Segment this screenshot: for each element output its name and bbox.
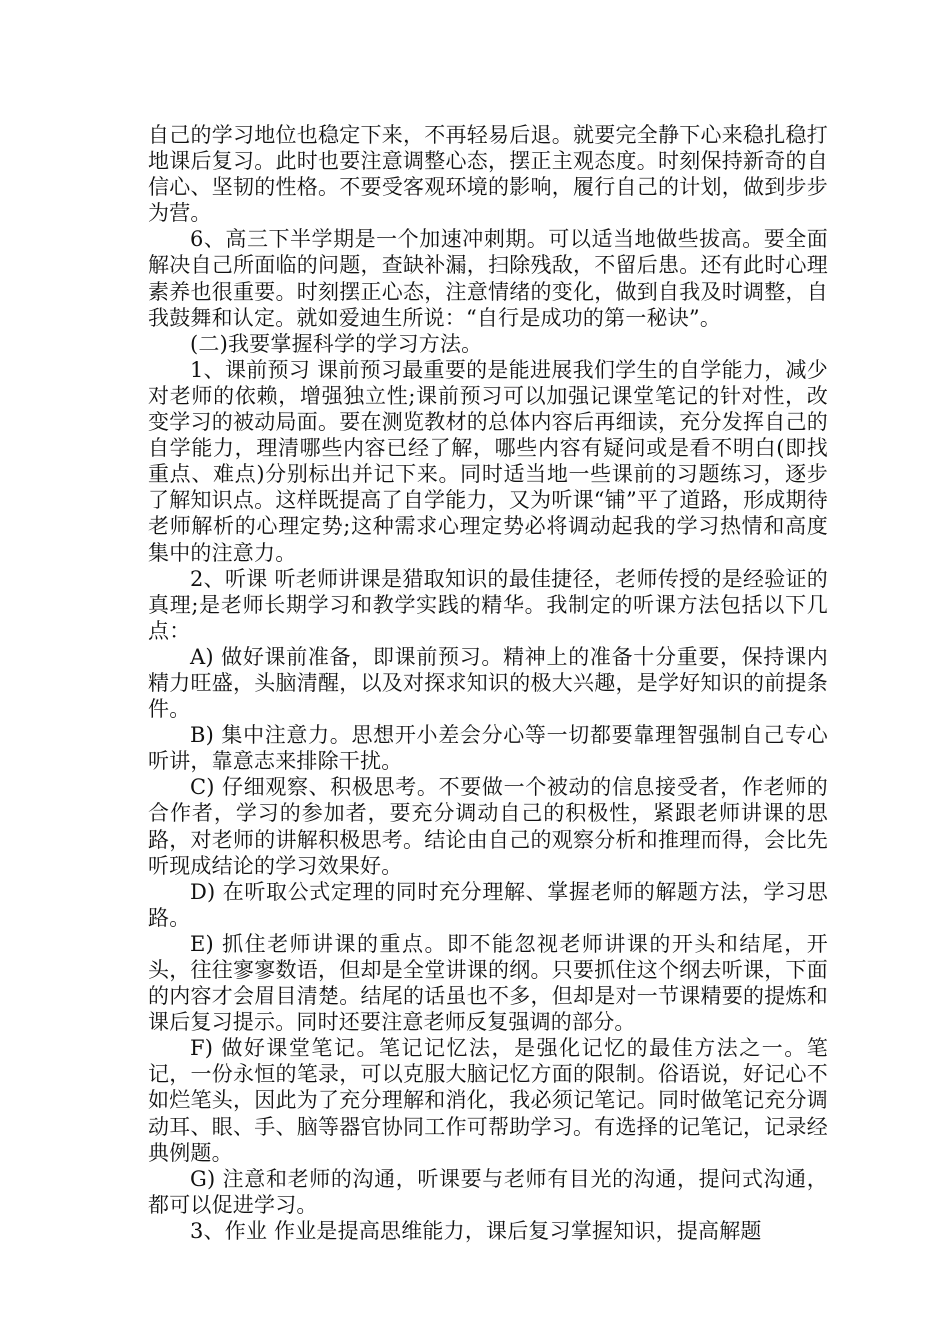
paragraph-e: E) 抓住老师讲课的重点。即不能忽视老师讲课的开头和结尾，开头，往往寥寥数语，但却是全堂讲课的纲。只要抓住这个纲去听课，下面的内容才会眉目清楚。结尾的话虽也不多，但却是对一节课精要的提炼和课后复习提示。同时还要注意老师反复强调的部分。 — [148, 931, 828, 1035]
paragraph-c: C) 仔细观察、积极思考。不要做一个被动的信息接受者，作老师的合作者，学习的参加者，要充分调动自己的积极性，紧跟老师讲课的思路，对老师的讲解积极思考。结论由自己的观察分析和推理而得，会比先听现成结论的学习效果好。 — [148, 775, 828, 878]
section-heading: (二)我要掌握科学的学习方法。 — [190, 331, 483, 356]
paragraph-d: D) 在听取公式定理的同时充分理解、掌握老师的解题方法，学习思路。 — [148, 879, 828, 930]
document-page — [148, 122, 828, 1244]
paragraph-item-6: 6、高三下半学期是一个加速冲刺期。可以适当地做些拔高。要全面解决自己所面临的问题，查缺补漏，扫除残敌，不留后患。还有此时心理素养也很重要。时刻摆正心态，注意情绪的变化，做到自我及时调整，自我鼓舞和认定。就如爱迪生所说：“自行是成功的第一秘诀”。 — [148, 227, 828, 330]
paragraph-f: F) 做好课堂笔记。笔记记忆法，是强化记忆的最佳方法之一。笔记，一份永恒的笔录，可以克服大脑记忆方面的限制。俗语说，好记心不如烂笔头，因此为了充分理解和消化，我必须记笔记。同时做笔记充分调动耳、眼、手、脑等器官协同工作可帮助学习。有选择的记笔记，记录经典例题。 — [148, 1036, 828, 1165]
paragraph-b: B) 集中注意力。思想开小差会分心等一切都要靠理智强制自己专心听讲，靠意志来排除干扰。 — [148, 723, 828, 774]
paragraph-a: A) 做好课前准备，即课前预习。精神上的准备十分重要，保持课内精力旺盛，头脑清醒，以及对探求知识的极大兴趣，是学好知识的前提条件。 — [148, 644, 828, 722]
paragraph-homework: 3、作业 作业是提高思维能力，课后复习掌握知识，提高解题 — [190, 1218, 762, 1243]
paragraph-continuation: 自己的学习地位也稳定下来，不再轻易后退。就要完全静下心来稳扎稳打地课后复习。此时也要注意调整心态，摆正主观态度。时刻保持新奇的自信心、坚韧的性格。不要受客观环境的影响，履行自己的计划，做到步步为营。 — [148, 123, 828, 226]
paragraph-listening: 2、听课 听老师讲课是猎取知识的最佳捷径，老师传授的是经验证的真理;是老师长期学习和教学实践的精华。我制定的听课方法包括以下几点： — [148, 566, 828, 643]
paragraph-preview: 1、课前预习 课前预习最重要的是能进展我们学生的自学能力，减少对老师的依赖，增强独立性;课前预习可以加强记课堂笔记的针对性，改变学习的被动局面。要在测览教材的总体内容后再细读，充分发挥自己的自学能力，理清哪些内容已经了解，哪些内容有疑问或是看不明白(即找重点、难点)分别标出并记下来。同时适当地一些课前的习题练习，逐步了解知识点。这样既提高了自学能力，又为听课“铺”平了道路，形成期待老师解析的心理定势;这种需求心理定势必将调动起我的学习热情和高度集中的注意力。 — [148, 357, 828, 565]
paragraph-g: G) 注意和老师的沟通，听课要与老师有目光的沟通，提问式沟通，都可以促进学习。 — [148, 1166, 828, 1217]
